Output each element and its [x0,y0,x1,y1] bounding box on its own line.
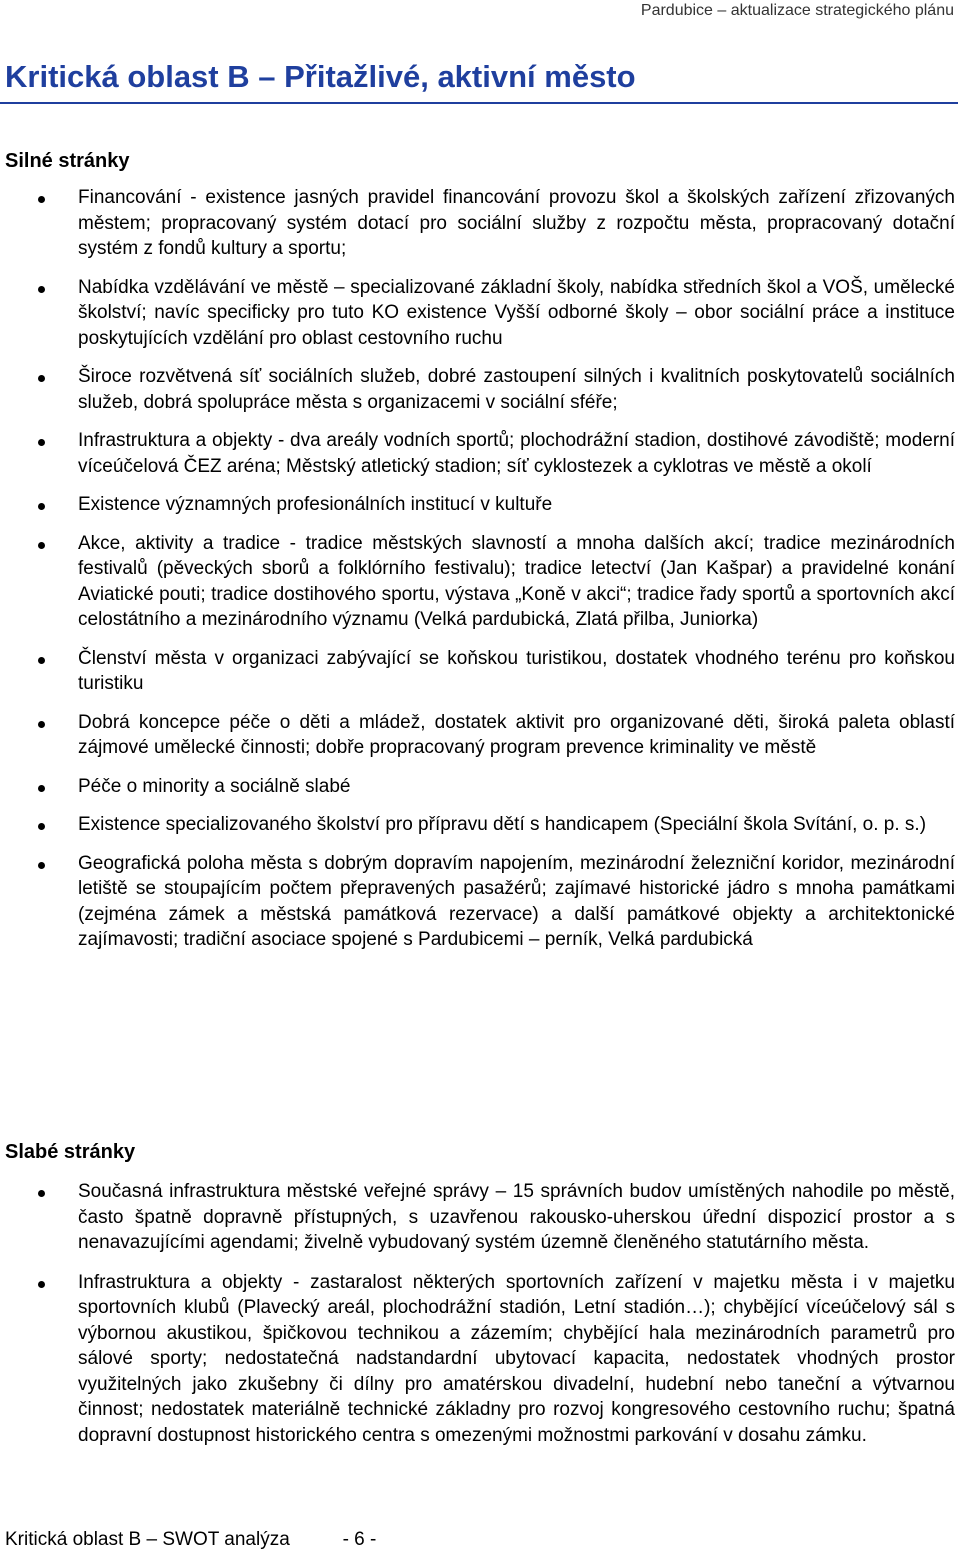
list-item: Dobrá koncepce péče o děti a mládež, dostatek aktivit pro organizované děti, široká paleta oblastí zájmové umělecké činnosti; dobře propracovaný program prevence kriminality ve městě [0,710,955,761]
list-item: Geografická poloha města s dobrým dopravím napojením, mezinárodní železniční koridor, mezinárodní letiště se stoupajícím počtem přepravených pasažérů; zajímavé historické jádro s mnoha památkami (zejména zámek a městská památková rezervace) a další památkové objekty a architektonické zajímavosti; tradiční asociace spojené s Pardubicemi – perník, Velká pardubická [0,851,955,953]
bullet-icon [38,862,45,869]
bullet-icon [38,1190,45,1197]
bullet-icon [38,657,45,664]
list-item: Současná infrastruktura městské veřejné správy – 15 správních budov umístěných nahodile po městě, často špatně dopravně přístupných, s uzavřenou rakousko-uherskou úřední dispozicí prostor a s nenavazujícími agendami; živelně vybudovaný systém územně členěného statutárního města. [0,1179,955,1256]
list-item: Péče o minority a sociálně slabé [0,774,955,800]
list-item: Členství města v organizaci zabývající se koňskou turistikou, dostatek vhodného terénu pro koňskou turistiku [0,646,955,697]
running-header: Pardubice – aktualizace strategického plánu [640,2,954,19]
bullet-icon [38,375,45,382]
bullet-icon [38,196,45,203]
strengths-heading: Silné stránky [5,150,130,172]
bullet-icon [38,286,45,293]
bullet-icon [38,1281,45,1288]
list-item: Financování - existence jasných pravidel financování provozu škol a školských zařízení zřizovaných městem; propracovaný systém dotací pro sociální služby z rozpočtu města, propracovaný dotační systém z fondů kultury a sportu; [0,185,955,262]
bullet-icon [38,785,45,792]
strengths-list [0,185,955,953]
bullet-icon [38,721,45,728]
list-item: Existence významných profesionálních institucí v kultuře [0,492,955,518]
bullet-icon [38,439,45,446]
page-number: - 6 - [342,1529,377,1550]
page-title: Kritická oblast B – Přitažlivé, aktivní město [5,59,636,94]
weaknesses-heading: Slabé stránky [5,1141,136,1163]
list-item: Existence specializovaného školství pro přípravu dětí s handicapem (Speciální škola Svítání, o. p. s.) [0,812,955,838]
bullet-icon [38,823,45,830]
list-item: Široce rozvětvená síť sociálních služeb, dobré zastoupení silných i kvalitních poskytovatelů sociálních služeb, dobrá spolupráce města s organizacemi v sociální sféře; [0,364,955,415]
list-item: Infrastruktura a objekty - dva areály vodních sportů; plochodrážní stadion, dostihové závodiště; moderní víceúčelová ČEZ aréna; Městský atletický stadion; síť cyklostezek a cyklotras ve městě a okolí [0,428,955,479]
weaknesses-list [0,1179,955,1448]
list-item: Nabídka vzdělávání ve městě – specializované základní školy, nabídka středních škol a VOŠ, umělecké školství; navíc specificky pro tuto KO existence Vyšší odborné školy – obor sociální práce a instituce poskytujících vzdělání pro oblast cestovního ruchu [0,275,955,352]
title-underline [0,102,958,104]
page-footer [5,1527,376,1553]
list-item: Akce, aktivity a tradice - tradice městských slavností a mnoha dalších akcí; tradice mezinárodních festivalů (pěveckých sborů a folklórního festivalu); tradice letectví (Jan Kašpar) a pravidelné konání Aviatické pouti; tradice dostihového sportu, výstava „Koně v akci“; tradice řady sportů a sportovních akcí celostátního a mezinárodního významu (Velká pardubická, Zlatá přilba, Juniorka) [0,531,955,633]
bullet-icon [38,542,45,549]
footer-section: Kritická oblast B – SWOT analýza [5,1529,290,1550]
bullet-icon [38,503,45,510]
list-item: Infrastruktura a objekty - zastaralost některých sportovních zařízení v majetku města i v majetku sportovních klubů (Plavecký areál, plochodrážní stadión, Letní stadión…); chybějící víceúčelový sál s výbornou akustikou, špičkovou technikou a zázemím; chybějící hala mezinárodních parametrů pro sálové sporty; nedostatečná nadstandardní ubytovací kapacita, nedostatek vhodných prostor využitelných jako zkušebny či dílny pro amatérskou divadelní, hudební nebo taneční a výtvarnou činnost; nedostatek materiálně technické základny pro rozvoj kongresového cestovního ruchu; špatná dopravní dostupnost historického centra s omezenými možnostmi parkování v dosahu zámku. [0,1270,955,1449]
